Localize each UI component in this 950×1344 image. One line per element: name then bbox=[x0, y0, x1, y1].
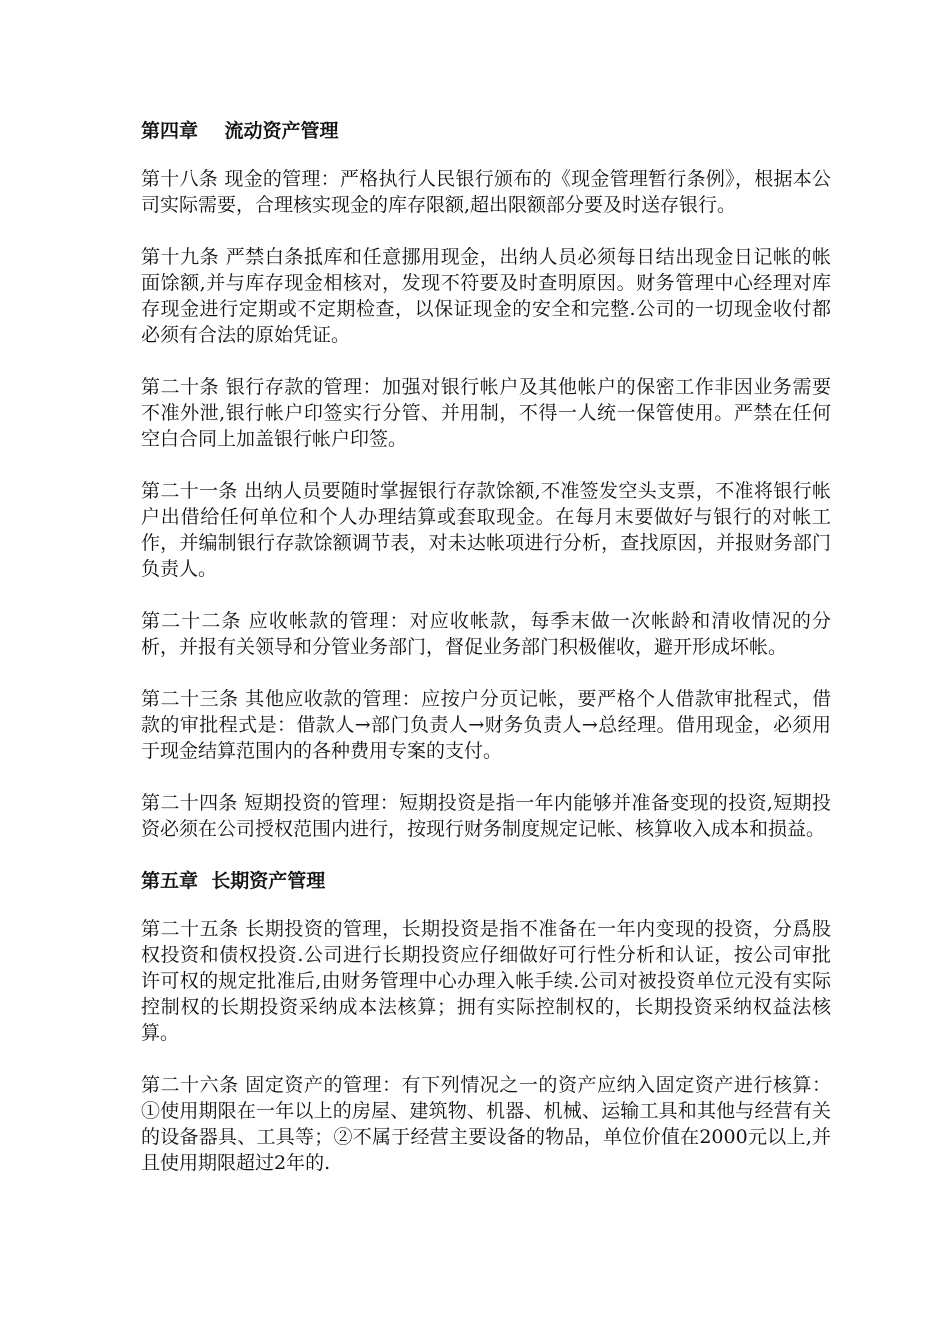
document-page bbox=[141, 118, 831, 1202]
chapter-heading: 第五章 长期资产管理 bbox=[141, 870, 326, 892]
article-paragraph: 第二十五条 长期投资的管理，长期投资是指不准备在一年内变现的投资，分爲股权投资和债权投资.公司进行长期投资应仔细做好可行性分析和认证，按公司审批许可权的规定批准后,由财务管理中心办理入帐手续.公司对被投资单位元没有实际控制权的长期投资采纳成本法核算；拥有实际控制权的，长期投资采纳权益法核算。 bbox=[141, 918, 831, 1044]
article-paragraph: 第二十四条 短期投资的管理：短期投资是指一年内能够并准备变现的投资,短期投资必须在公司授权范围内进行，按现行财务制度规定记帐、核算收入成本和损益。 bbox=[141, 792, 831, 840]
article-paragraph: 第二十条 银行存款的管理：加强对银行帐户及其他帐户的保密工作非因业务需要不准外泄,银行帐户印签实行分管、并用制，不得一人统一保管使用。严禁在任何空白合同上加盖银行帐户印签。 bbox=[141, 376, 831, 450]
article-paragraph: 第二十三条 其他应收款的管理：应按户分页记帐，要严格个人借款审批程式，借款的审批程式是：借款人→部门负责人→财务负责人→总经理。借用现金，必须用于现金结算范围内的各种费用专案的支付。 bbox=[141, 688, 831, 762]
article-paragraph: 第十九条 严禁白条抵库和任意挪用现金，出纳人员必须每日结出现金日记帐的帐面馀额,并与库存现金相核对，发现不符要及时查明原因。财务管理中心经理对库存现金进行定期或不定期检查，以保证现金的安全和完整.公司的一切现金收付都必须有合法的原始凭证。 bbox=[141, 246, 831, 346]
chapter-heading: 第四章 流动资产管理 bbox=[141, 120, 339, 142]
article-paragraph: 第二十六条 固定资产的管理：有下列情况之一的资产应纳入固定资产进行核算：①使用期限在一年以上的房屋、建筑物、机器、机械、运输工具和其他与经营有关的设备器具、工具等；②不属于经营主要设备的物品，单位价值在2000元以上,并且使用期限超过2年的. bbox=[141, 1074, 831, 1174]
article-paragraph: 第二十一条 出纳人员要随时掌握银行存款馀额,不准签发空头支票，不准将银行帐户出借给任何单位和个人办理结算或套取现金。在每月末要做好与银行的对帐工作，并编制银行存款馀额调节表，对未达帐项进行分析，查找原因，并报财务部门负责人。 bbox=[141, 480, 831, 580]
article-paragraph: 第十八条 现金的管理：严格执行人民银行颁布的《现金管理暂行条例》，根据本公司实际需要，合理核实现金的库存限额,超出限额部分要及时送存银行。 bbox=[141, 168, 831, 216]
article-paragraph: 第二十二条 应收帐款的管理：对应收帐款，每季末做一次帐龄和清收情况的分析，并报有关领导和分管业务部门，督促业务部门积极催收，避开形成坏帐。 bbox=[141, 610, 831, 658]
